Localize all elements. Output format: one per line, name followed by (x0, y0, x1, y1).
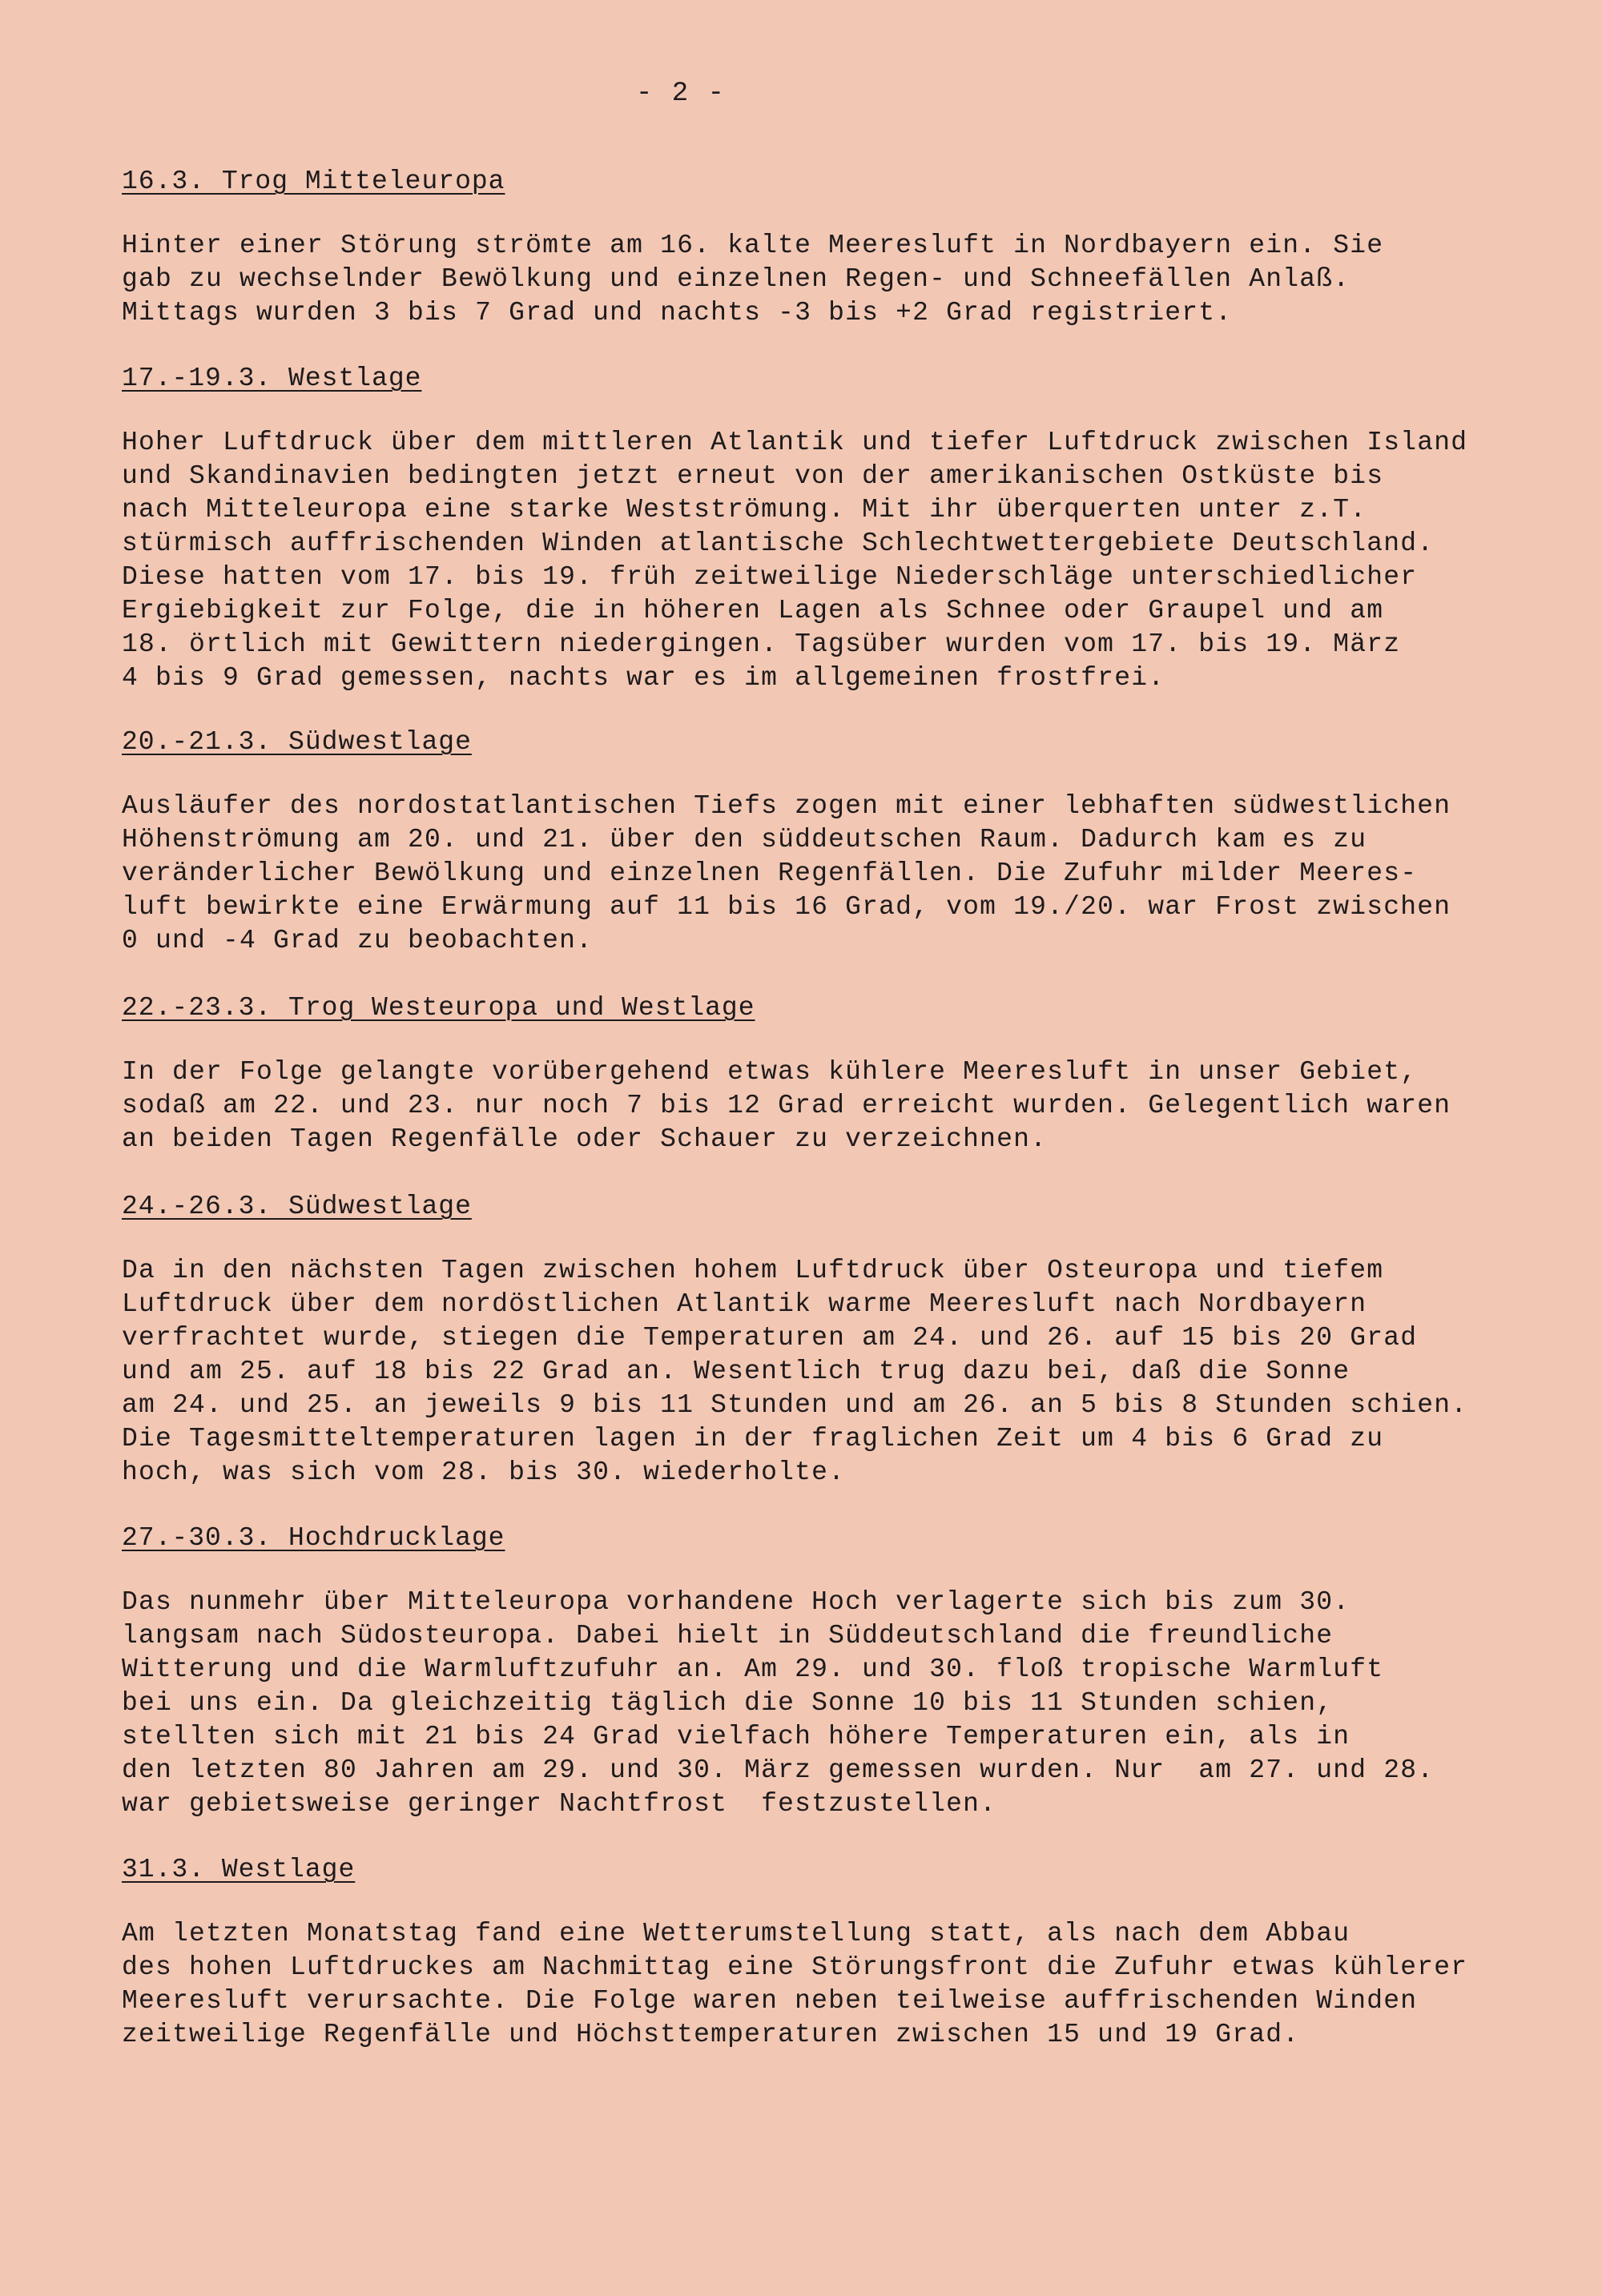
text-line: luft bewirkte eine Erwärmung auf 11 bis 16 Grad, vom 19./20. war Frost zwischen (122, 892, 1451, 922)
section-body (122, 426, 1564, 695)
text-line: 4 bis 9 Grad gemessen, nachts war es im allgemeinen frostfrei. (122, 663, 1165, 693)
text-line: stürmisch auffrischenden Winden atlantische Schlechtwettergebiete Deutschland. (122, 529, 1435, 558)
section-24-26-3 (122, 1190, 1564, 1490)
section-22-23-3 (122, 991, 1564, 1156)
section-heading: 16.3. Trog Mitteleuropa (122, 167, 505, 196)
section-body (122, 1056, 1564, 1156)
section-heading: 27.-30.3. Hochdrucklage (122, 1523, 505, 1553)
section-body (122, 1254, 1564, 1490)
text-line: Hinter einer Störung strömte am 16. kalte Meeresluft in Nordbayern ein. Sie (122, 231, 1384, 260)
text-line: des hohen Luftdruckes am Nachmittag eine Störungsfront die Zufuhr etwas kühlerer (122, 1952, 1468, 1982)
section-body (122, 1917, 1564, 2052)
section-17-19-3 (122, 362, 1564, 695)
section-body (122, 790, 1564, 958)
text-line: langsam nach Südosteuropa. Dabei hielt in Süddeutschland die freundliche (122, 1621, 1334, 1651)
section-body (122, 1586, 1564, 1821)
text-line: an beiden Tagen Regenfälle oder Schauer zu verzeichnen. (122, 1124, 1048, 1154)
section-heading: 17.-19.3. Westlage (122, 364, 422, 393)
text-line: am 24. und 25. an jeweils 9 bis 11 Stunden und am 26. an 5 bis 8 Stunden schien. (122, 1390, 1468, 1420)
text-line: Das nunmehr über Mitteleuropa vorhandene Hoch verlagerte sich bis zum 30. (122, 1587, 1350, 1617)
section-27-30-3 (122, 1522, 1564, 1821)
text-line: Witterung und die Warmluftzufuhr an. Am 29. und 30. floß tropische Warmluft (122, 1655, 1384, 1684)
text-line: sodaß am 22. und 23. nur noch 7 bis 12 Grad erreicht wurden. Gelegentlich waren (122, 1091, 1451, 1120)
text-line: In der Folge gelangte vorübergehend etwas kühlere Meeresluft in unser Gebiet, (122, 1057, 1418, 1087)
text-line: den letzten 80 Jahren am 29. und 30. März gemessen wurden. Nur am 27. und 28. (122, 1755, 1435, 1785)
section-31-3 (122, 1853, 1564, 2052)
text-line: veränderlicher Bewölkung und einzelnen Regenfällen. Die Zufuhr milder Meeres- (122, 858, 1418, 888)
section-20-21-3 (122, 726, 1564, 958)
section-heading: 20.-21.3. Südwestlage (122, 727, 472, 757)
section-body (122, 229, 1564, 330)
text-line: nach Mitteleuropa eine starke Westströmung. Mit ihr überquerten unter z.T. (122, 495, 1367, 525)
text-line: und am 25. auf 18 bis 22 Grad an. Wesentlich trug dazu bei, daß die Sonne (122, 1357, 1350, 1386)
text-line: zeitweilige Regenfälle und Höchsttemperaturen zwischen 15 und 19 Grad. (122, 2020, 1300, 2049)
text-line: gab zu wechselnder Bewölkung und einzelnen Regen- und Schneefällen Anlaß. (122, 264, 1350, 294)
text-line: hoch, was sich vom 28. bis 30. wiederholte. (122, 1458, 846, 1487)
text-line: Luftdruck über dem nordöstlichen Atlantik warme Meeresluft nach Nordbayern (122, 1289, 1367, 1319)
text-line: 0 und -4 Grad zu beobachten. (122, 926, 594, 955)
text-line: verfrachtet wurde, stiegen die Temperaturen am 24. und 26. auf 15 bis 20 Grad (122, 1323, 1418, 1353)
text-line: Diese hatten vom 17. bis 19. früh zeitweilige Niederschläge unterschiedlicher (122, 562, 1418, 592)
text-line: Meeresluft verursachte. Die Folge waren neben teilweise auffrischenden Winden (122, 1986, 1418, 2016)
text-line: Ausläufer des nordostatlantischen Tiefs zogen mit einer lebhaften südwestlichen (122, 791, 1451, 821)
section-16-3 (122, 165, 1564, 330)
text-line: Da in den nächsten Tagen zwischen hohem Luftdruck über Osteuropa und tiefem (122, 1256, 1384, 1285)
text-line: Am letzten Monatstag fand eine Wetterumstellung statt, als nach dem Abbau (122, 1919, 1350, 1948)
text-line: Hoher Luftdruck über dem mittleren Atlantik und tiefer Luftdruck zwischen Island (122, 428, 1468, 457)
section-heading: 22.-23.3. Trog Westeuropa und Westlage (122, 993, 755, 1023)
text-line: stellten sich mit 21 bis 24 Grad vielfach höhere Temperaturen ein, als in (122, 1722, 1350, 1751)
section-heading: 31.3. Westlage (122, 1855, 356, 1884)
text-line: und Skandinavien bedingten jetzt erneut von der amerikanischen Ostküste bis (122, 461, 1384, 491)
text-line: Mittags wurden 3 bis 7 Grad und nachts -3 bis +2 Grad registriert. (122, 298, 1233, 328)
text-line: Die Tagesmitteltemperaturen lagen in der fraglichen Zeit um 4 bis 6 Grad zu (122, 1424, 1384, 1454)
section-heading: 24.-26.3. Südwestlage (122, 1192, 472, 1221)
text-line: 18. örtlich mit Gewittern niedergingen. Tagsüber wurden vom 17. bis 19. März (122, 629, 1401, 659)
text-line: Höhenströmung am 20. und 21. über den süddeutschen Raum. Dadurch kam es zu (122, 825, 1367, 854)
text-line: Ergiebigkeit zur Folge, die in höheren Lagen als Schnee oder Graupel und am (122, 596, 1384, 625)
page-number: - 2 - (635, 78, 727, 109)
text-line: war gebietsweise geringer Nachtfrost festzustellen. (122, 1789, 997, 1819)
text-line: bei uns ein. Da gleichzeitig täglich die Sonne 10 bis 11 Stunden schien, (122, 1688, 1334, 1718)
